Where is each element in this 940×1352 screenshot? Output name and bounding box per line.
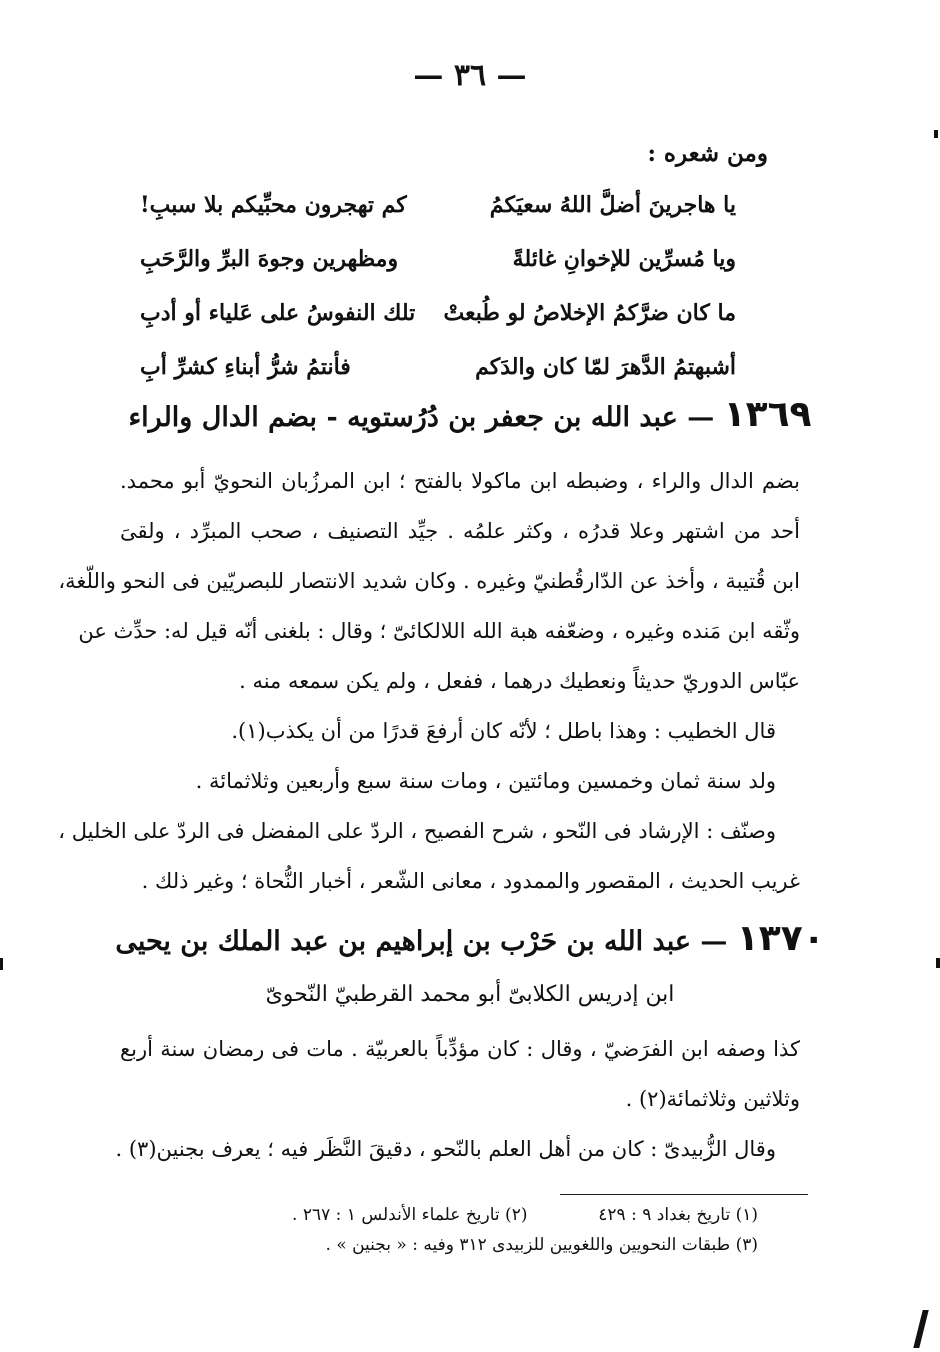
verse-first-hemistich: ويا مُسرِّين للإخوانِ غائلةً (512, 246, 736, 272)
entry-1369-body (58, 456, 801, 906)
body-line: ابن قُتيبة ، وأخذ عن الدّارقُطنيّ وغيره . وكان شديد الانتصار للبصريّين فى النحو واللّغة، (58, 569, 800, 593)
entry-1370-heading (0, 918, 940, 959)
entry-1370-title: — عبد الله بن حَرْب بن إبراهيم بن عبد الملك بن يحيى (115, 926, 728, 957)
entry-1369-number: ١٣٦٩ (723, 394, 812, 435)
body-line: ولد سنة ثمان وخمسين ومائتين ، ومات سنة سبع وأربعين وثلاثمائة . (195, 769, 776, 793)
scan-edge-mark (936, 958, 940, 968)
body-line: وصنّف : الإرشاد فى النّحو ، شرح الفصيح ، الردّ على المفضل فى الردّ على الخليل ، (58, 819, 776, 843)
footnote-separator (560, 1194, 808, 1195)
verse-second-hemistich: ومظهرين وجوهَ البرِّ والرَّحَبِ (140, 246, 399, 272)
footnotes (58, 1200, 758, 1260)
scan-corner-mark (913, 1310, 928, 1348)
scan-edge-mark (0, 958, 3, 970)
body-line: عبّاس الدوريّ حديثاً ونعطيك درهما ، ففعل ، ولم يكن سمعه منه . (239, 669, 800, 693)
body-line: بضم الدال والراء ، وضبطه ابن ماكولا بالفتح ؛ ابن المرزُبان النحويّ أبو محمد. (120, 469, 800, 493)
footnote-2: (٢) تاريخ علماء الأندلس ١ : ٢٦٧ . (292, 1205, 528, 1225)
verse (140, 286, 736, 340)
verse-second-hemistich: كم تهجرون محبِّيكم بلا سببِ! (140, 192, 407, 218)
verse-first-hemistich: يا هاجرينَ أضلَّ اللهُ سعيَكمُ (489, 192, 736, 218)
verse-second-hemistich: تلك النفوسُ على عَلياء أو أدبِ (140, 300, 416, 326)
footnote-row (58, 1230, 758, 1260)
entry-1369-heading (0, 394, 940, 435)
body-line: وثّقه ابن مَنده وغيره ، وضعّفه هبة الله اللالكائىّ ؛ وقال : بلغنى أنّه قيل له: حدِّث عن (78, 619, 800, 643)
poem-verses (140, 178, 736, 394)
body-line: غريب الحديث ، المقصور والممدود ، معانى الشّعر ، أخبار النُّحاة ؛ وغير ذلك . (141, 869, 800, 893)
body-line: أحد من اشتهر وعلا قدرُه ، وكثر علمُه . جيِّد التصنيف ، صحب المبرِّد ، ولقىَ (120, 519, 801, 543)
verse-first-hemistich: ما كان ضرَّكمُ الإخلاصُ لو طُبعتْ (443, 300, 736, 326)
poem-intro: ومن شعره : (647, 140, 768, 167)
entry-1370-subheading: ابن إدريس الكلابىّ أبو محمد القرطبيّ النّحوىّ (265, 982, 675, 1007)
verse (140, 178, 736, 232)
verse (140, 340, 736, 394)
page-number: — ٣٦ — (413, 58, 527, 93)
verse-first-hemistich: أشبهتمُ الدَّهرَ لمّا كان والدَكم (475, 354, 736, 380)
body-line: وقال الزُّبيدىّ : كان من أهل العلم بالنّحو ، دقيقَ النَّظَر فيه ؛ يعرف بجنين(٣) . (115, 1137, 776, 1161)
entry-1370-number: ١٣٧٠ (736, 918, 825, 959)
body-line: قال الخطيب : وهذا باطل ؛ لأنّه كان أرفعَ قدرًا من أن يكذب(١). (231, 719, 776, 743)
footnote-row (58, 1200, 758, 1230)
scan-edge-mark (934, 130, 938, 138)
entry-1370-body (115, 1024, 800, 1174)
verse (140, 232, 736, 286)
verse-second-hemistich: فأنتمُ شرُّ أبناءِ كشرِّ أبِ (140, 354, 351, 380)
footnote-1: (١) تاريخ بغداد ٩ : ٤٢٩ (598, 1205, 758, 1225)
body-line: كذا وصفه ابن الفرَضيّ ، وقال : كان مؤدِّباً بالعربيّة . مات فى رمضان سنة أربع (120, 1037, 800, 1061)
footnote-3: (٣) طبقات النحويين واللغويين للزبيدى ٣١٢ وفيه : « بجنين » . (325, 1235, 758, 1255)
body-line: وثلاثين وثلاثمائة(٢) . (625, 1087, 800, 1111)
entry-1369-title: — عبد الله بن جعفر بن دُرُستويه - بضم الدال والراء (128, 402, 715, 433)
